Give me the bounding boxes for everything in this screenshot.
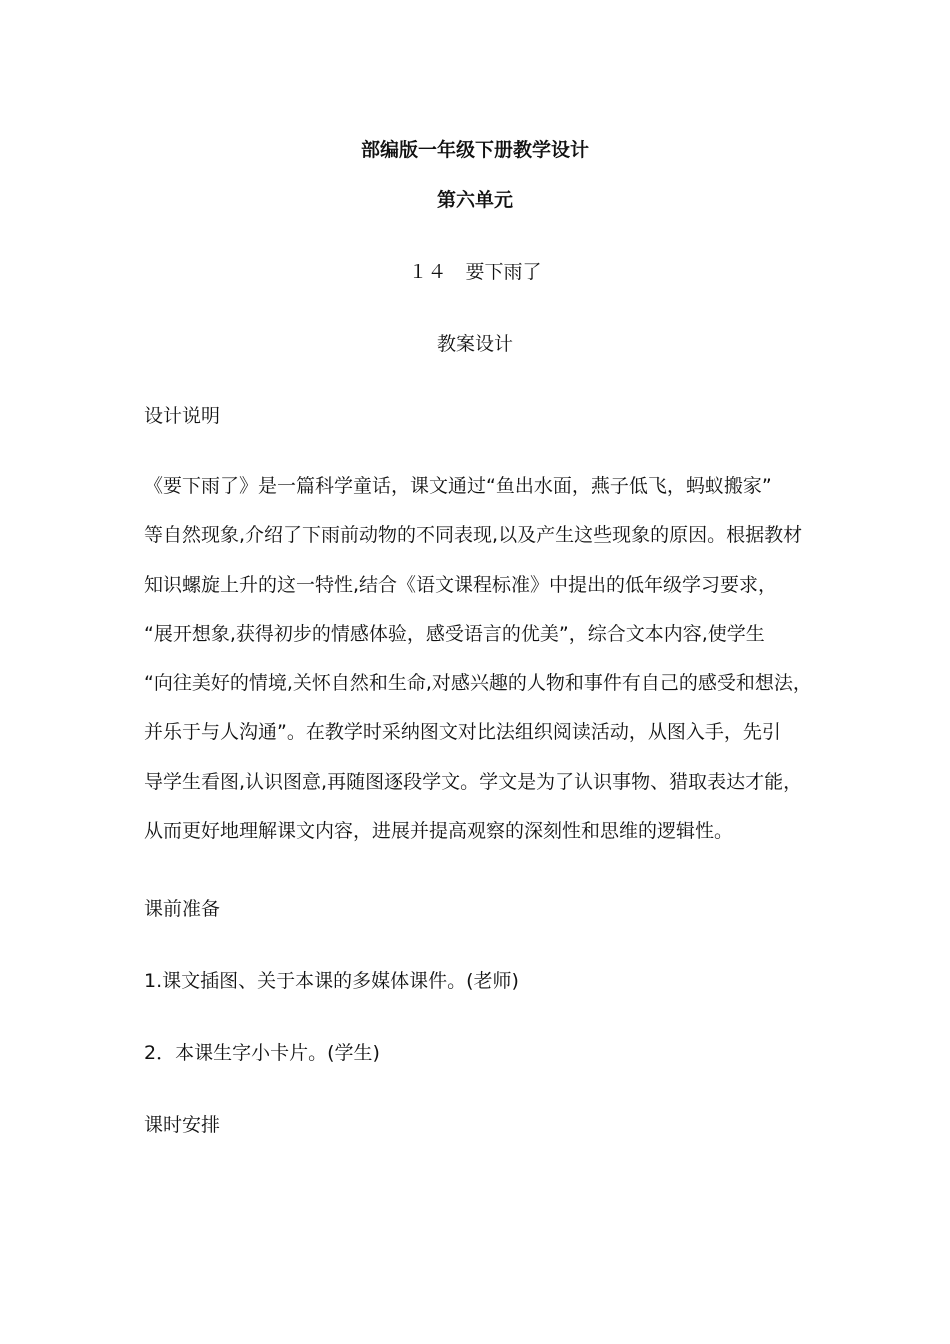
unit-heading: 第六单元	[436, 189, 513, 211]
paragraph-line: “向往美好的情境,关怀自然和生命,对感兴趣的人物和事件有自己的感受和想法，	[144, 672, 812, 695]
paragraph-line: 并乐于与人沟通”。在教学时采纳图文对比法组织阅读活动，从图入手，先引	[144, 721, 781, 744]
design-note-paragraph	[144, 474, 824, 868]
lesson-subtitle: 教案设计	[436, 333, 513, 355]
schedule-heading: 课时安排	[144, 1114, 221, 1136]
design-note-heading: 设计说明	[144, 405, 221, 427]
paragraph-line: 从而更好地理解课文内容，进展并提高观察的深刻性和思维的逻辑性。	[144, 820, 734, 843]
paragraph-line: 知识螺旋上升的这一特性,结合《语文课程标准》中提出的低年级学习要求，	[144, 573, 778, 596]
paragraph-line: 导学生看图,认识图意,再随图逐段学文。学文是为了认识事物、猎取表达才能，	[144, 770, 803, 793]
preparation-heading: 课前准备	[144, 898, 221, 920]
lesson-title: １４ 要下雨了	[408, 261, 542, 283]
preparation-item: 2．本课生字小卡片。(学生)	[144, 1042, 380, 1064]
preparation-item: 1.课文插图、关于本课的多媒体课件。(老师)	[144, 970, 519, 992]
document-title: 部编版一年级下册教学设计	[360, 139, 589, 161]
paragraph-line: 等自然现象,介绍了下雨前动物的不同表现,以及产生这些现象的原因。根据教材	[144, 524, 803, 547]
paragraph-line: 《要下雨了》是一篇科学童话，课文通过“鱼出水面，燕子低飞，蚂蚁搬家”	[144, 475, 772, 497]
paragraph-line: “展开想象,获得初步的情感体验，感受语言的优美”，综合文本内容,使学生	[144, 622, 765, 645]
